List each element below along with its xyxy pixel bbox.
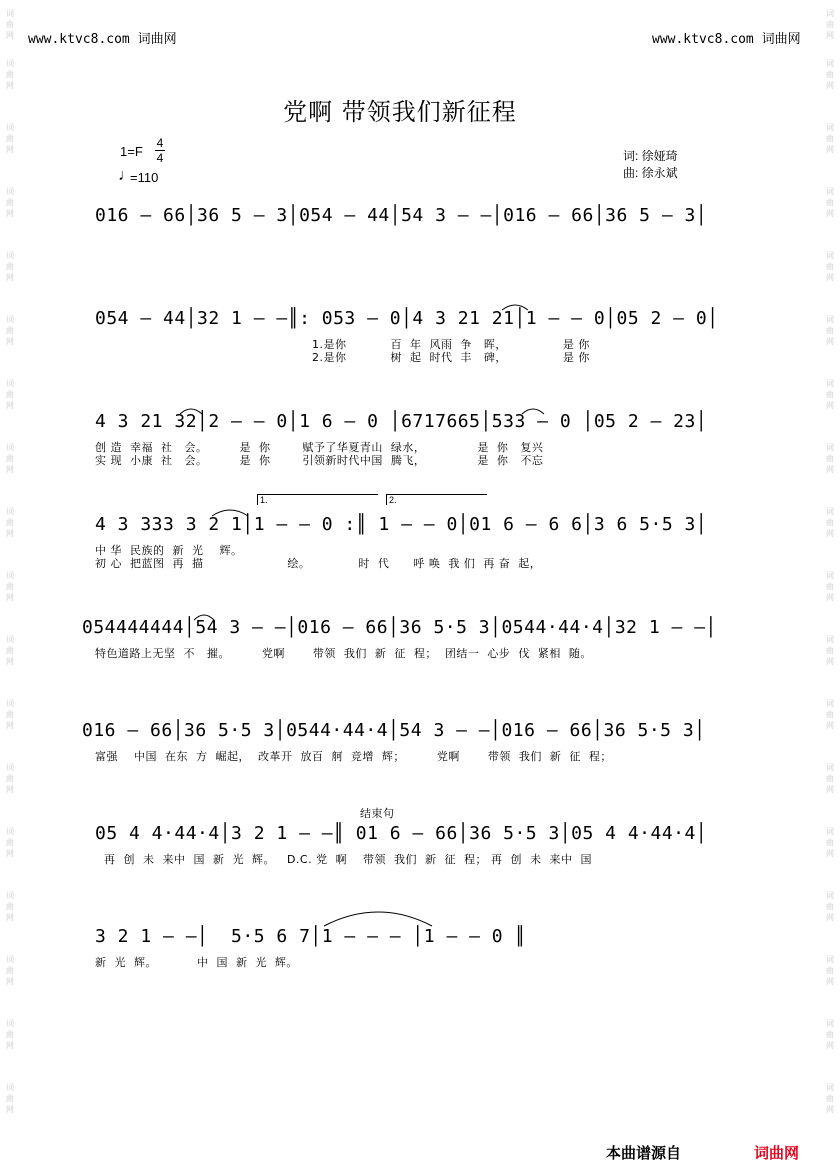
source-link[interactable]: 词曲网 bbox=[754, 1145, 800, 1162]
watermark-text: 词曲网 bbox=[826, 955, 834, 986]
watermark-text: 词曲网 bbox=[826, 571, 834, 602]
time-signature-top: 4 bbox=[156, 136, 164, 150]
site-link-right[interactable]: www.ktvc8.com 词曲网 bbox=[652, 32, 801, 47]
watermark-text: 词曲网 bbox=[6, 571, 14, 602]
volta-second-ending: 2. bbox=[386, 494, 487, 505]
key-signature: 1=F bbox=[120, 144, 143, 159]
slur-mark bbox=[192, 610, 216, 622]
score-line-4-lyrics-1: 中 华 民族的 新 光 辉。 bbox=[95, 544, 243, 557]
watermark-text: 词曲网 bbox=[826, 315, 834, 346]
score-line-2-lyrics-1: 1.是你 百 年 风雨 争 晖， 是 你 bbox=[312, 338, 590, 351]
time-signature-bottom: 4 bbox=[156, 151, 164, 165]
slur-mark bbox=[500, 300, 530, 312]
watermark-text: 词曲网 bbox=[826, 507, 834, 538]
slur-mark bbox=[178, 404, 204, 416]
score-line-4-notes: 4 3 333 3 2 1│1 – – 0 :║ 1 – – 0│01 6 – 6 6│3 6 5·5 3│ bbox=[95, 514, 708, 535]
watermark-text: 词曲网 bbox=[6, 123, 14, 154]
score-line-8-lyrics: 新 光 辉。 中 国 新 光 辉。 bbox=[95, 956, 298, 969]
tempo-marking: =110 bbox=[130, 170, 159, 185]
watermark-text: 词曲网 bbox=[826, 827, 834, 858]
score-line-4-lyrics-2: 初 心 把蓝图 再 描 绘。 时 代 呼 唤 我 们 再 奋 起， bbox=[95, 557, 542, 570]
source-label: 本曲谱源自 bbox=[606, 1145, 682, 1162]
score-line-2-notes: 054 – 44│32 1 – –║: 053 – 0│4 3 21 21│1 – – 0│05 2 – 0│ bbox=[95, 308, 719, 329]
watermark-text: 词曲网 bbox=[6, 315, 14, 346]
watermark-text: 词曲网 bbox=[826, 59, 834, 90]
score-line-1-notes: 016 – 66│36 5 – 3│054 – 44│54 3 – –│016 – 66│36 5 – 3│ bbox=[95, 205, 708, 226]
score-line-2-lyrics-2: 2.是你 树 起 时代 丰 碑， 是 你 bbox=[312, 351, 590, 364]
watermark-text: 词曲网 bbox=[826, 443, 834, 474]
watermark-text: 词曲网 bbox=[826, 251, 834, 282]
volta-first-ending: 1. bbox=[257, 494, 378, 505]
score-line-3-lyrics-2: 实 现 小康 社 会。 是 你 引领新时代中国 腾飞， 是 你 不忘 bbox=[95, 454, 544, 467]
watermark-text: 词曲网 bbox=[6, 251, 14, 282]
watermark-text: 词曲网 bbox=[826, 9, 834, 40]
tie-mark bbox=[322, 906, 434, 928]
coda-label: 结束句 bbox=[360, 807, 395, 820]
watermark-text: 词曲网 bbox=[6, 9, 14, 40]
site-link-left[interactable]: www.ktvc8.com 词曲网 bbox=[28, 32, 177, 47]
watermark-text: 词曲网 bbox=[6, 1019, 14, 1050]
watermark-text: 词曲网 bbox=[6, 635, 14, 666]
score-line-3-notes: 4 3 21 32│2 – – 0│1 6 – 0 │6717665│533 – 0 │05 2 – 23│ bbox=[95, 411, 708, 432]
score-line-6-lyrics: 富强 中国 在东 方 崛起， 改革开 放百 舸 竞增 辉； 党啊 带领 我们 新 征 程； bbox=[95, 750, 612, 763]
slur-mark bbox=[520, 404, 546, 416]
watermark-text: 词曲网 bbox=[826, 1019, 834, 1050]
score-line-7-lyrics: 再 创 未 来中 国 新 光 辉。 D.C. 党 啊 带领 我们 新 征 程； 再 创 未 来中 国 bbox=[104, 853, 593, 866]
score-line-5-lyrics: 特色道路上无坚 不 摧。 党啊 带领 我们 新 征 程； 团结一 心步 伐 紧相 随。 bbox=[95, 647, 592, 660]
watermark-text: 词曲网 bbox=[6, 827, 14, 858]
watermark-text: 词曲网 bbox=[826, 379, 834, 410]
watermark-text: 词曲网 bbox=[6, 379, 14, 410]
watermark-text: 词曲网 bbox=[826, 699, 834, 730]
score-line-3-lyrics-1: 创 造 幸福 社 会。 是 你 赋予了华夏青山 绿水， 是 你 复兴 bbox=[95, 441, 544, 454]
score-line-6-notes: 016 – 66│36 5·5 3│0544·44·4│54 3 – –│016 – 66│36 5·5 3│ bbox=[82, 720, 706, 741]
watermark-text: 词曲网 bbox=[6, 507, 14, 538]
watermark-text: 词曲网 bbox=[6, 187, 14, 218]
score-line-5-notes: 054444444│54 3 – –│016 – 66│36 5·5 3│0544·44·4│32 1 – –│ bbox=[82, 617, 717, 638]
score-line-7-notes: 05 4 4·44·4│3 2 1 – –║ 01 6 – 66│36 5·5 3│05 4 4·44·4│ bbox=[95, 823, 708, 844]
time-signature bbox=[155, 137, 165, 164]
watermark-text: 词曲网 bbox=[6, 699, 14, 730]
composer: 曲: 徐永斌 bbox=[623, 166, 678, 180]
watermark-text: 词曲网 bbox=[826, 123, 834, 154]
watermark-text: 词曲网 bbox=[6, 1083, 14, 1114]
slur-mark bbox=[210, 504, 250, 518]
lyricist: 词: 徐娅琦 bbox=[623, 149, 678, 163]
song-title: 党啊 带领我们新征程 bbox=[283, 98, 517, 126]
watermark-text: 词曲网 bbox=[826, 891, 834, 922]
watermark-text: 词曲网 bbox=[826, 1083, 834, 1114]
watermark-text: 词曲网 bbox=[6, 955, 14, 986]
watermark-text: 词曲网 bbox=[6, 443, 14, 474]
watermark-text: 词曲网 bbox=[826, 187, 834, 218]
score-line-8-notes: 3 2 1 – –│ 5·5 6 7│1 – – – │1 – – 0 ║ bbox=[95, 926, 526, 947]
watermark-text: 词曲网 bbox=[826, 763, 834, 794]
watermark-text: 词曲网 bbox=[826, 635, 834, 666]
watermark-text: 词曲网 bbox=[6, 891, 14, 922]
quarter-note-icon: ♩ bbox=[118, 167, 134, 184]
watermark-text: 词曲网 bbox=[6, 763, 14, 794]
watermark-text: 词曲网 bbox=[6, 59, 14, 90]
